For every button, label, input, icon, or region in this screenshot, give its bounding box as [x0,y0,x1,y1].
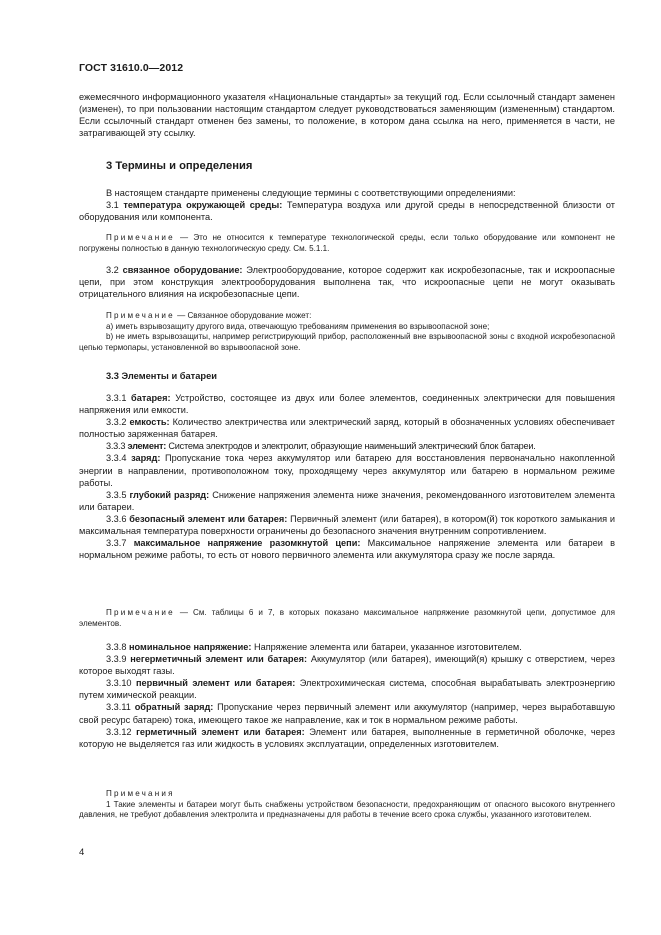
term-number: 3.3.7 [106,538,127,549]
term-number: 3.3.9 [106,654,127,665]
term-number: 3.3.4 [106,453,127,464]
term-number: 3.3.6 [106,513,127,524]
term-number: 3.3.5 [106,489,127,500]
term-3-2-wrap [79,264,615,300]
term-definition: Количество электричества или электрический заряд, который в обозначенных условиях обеспечивает полностью заряженная батарея. [79,417,615,440]
section-title: 3 Термины и определения [106,160,253,172]
term-definition: Снижение напряжения элемента ниже значения, рекомендованного изготовителем элемента или батареи. [79,489,615,512]
term-number: 3.3.10 [106,678,132,689]
term-name: емкость: [129,417,170,428]
term-name: элемент: [127,441,167,452]
term-3-3-1 [79,392,615,416]
term-name: батарея: [131,393,171,403]
note-label: Примечание [106,608,175,617]
term-definition: Устройство, состоящее из двух или более элементов, соединенных электрически для повышения напряжения или емкости. [79,393,615,416]
term-number: 3.3.12 [106,726,132,737]
term-definition: Электрохимическая система, способная вырабатывать электроэнергию путем химической реакции. [79,678,615,701]
term-name: негерметичный элемент или батарея: [130,654,308,665]
intro-text: ежемесячного информационного указателя «Национальные стандарты» за текущий год. Если ссылочный стандарт заменен (изменен), то при пользовании настоящим стандартом следует руководствоваться заменяющим (измененным) стандартом. Если ссылочный стандарт отменен без замены, то положение, в котором дана ссылка на него, применяется в части, не затрагивающей эту ссылку. [79,92,615,139]
term-number: 3.3.2 [106,417,127,428]
note-3 [79,608,615,629]
term-definition: Напряжение элемента или батареи, указанное изготовителем. [253,642,522,652]
section-3-title-wrap [79,160,615,172]
term-definition: Электрооборудование, которое содержит как искробезопасные, так и искроопасные цепи, при этом конструкция электрооборудования выполнена так, что искроопасные цепи не могут оказывать отрицательного влияния на искробезопасные цепи. [79,265,615,300]
term-3-3-12 [79,726,615,750]
term-name: обратный заряд: [134,702,214,713]
page-number: 4 [79,847,85,858]
term-number: 3.3.3 [106,441,126,452]
term-3-3-5 [79,489,615,513]
term-3-3-8 [79,641,615,653]
term-name: номинальное напряжение: [129,642,252,652]
section-3-3-body [79,392,615,561]
term-name: безопасный элемент или батарея: [129,513,288,524]
term-3-2 [79,264,615,300]
term-name: герметичный элемент или батарея: [136,726,305,737]
term-3-3-10 [79,677,615,701]
note-item-1: 1 Такие элементы и батареи могут быть снабжены устройством безопасности, предохраняющим от опасного высокого внутреннего давления, не требуют добавления электролита и предназначены для работы в течение всего срока службы, указанного изготовителем. [79,799,615,820]
note-text: — Это не относится к температуре технологической среды, если только оборудование или компонент не погружены полностью в данную технологическую среду. См. 5.1.1. [79,233,615,253]
page-header-doc-id: ГОСТ 31610.0—2012 [79,62,184,74]
term-definition: Пропускание через первичный элемент или аккумулятор (например, через выработавшую свой ресурс батарею) тока, имеющего такое же направление, как и ток в нормальном режиме работы. [79,702,616,725]
note-text: — См. таблицы 6 и 7, в которых показано максимальное напряжение разомкнутой цепи, допустимое для элементов. [79,608,615,628]
section-3-3-body-continued [79,641,615,750]
note-4 [79,789,615,821]
term-definition: Аккумулятор (или батарея), имеющий(я) крышку с отверстием, через которое выходят газы. [79,654,615,677]
term-3-3-4 [79,452,615,488]
section-3-3-title-wrap [79,371,615,381]
term-definition: Элемент или батарея, выполненные в герметичной оболочке, через которую не выделяется газ или жидкость в условиях эксплуатации, определенных изготовителем. [79,726,615,749]
note-text: — Связанное оборудование может: [174,311,312,320]
note-item-b: b) не иметь взрывозащиты, например регистрирующий прибор, расположенный вне взрывоопасной зоны с входной искробезопасной цепью термопары, установленной во взрывоопасной зоне. [79,332,615,352]
term-number: 3.3.8 [106,642,127,652]
term-3-3-7 [79,537,615,561]
term-number: 3.1 [106,200,119,211]
intro-paragraph [79,91,615,139]
term-definition: Пропускание тока через аккумулятор или батарею для восстановления первоначально накопленной энергии в направлении, противоположном току, проходящему через аккумулятор или батарею в нормальном режиме работы. [79,453,616,488]
note-label: Примечание [106,233,175,242]
term-3-3-9 [79,653,615,677]
term-name: связанное оборудование: [122,265,243,275]
term-definition: Первичный элемент (или батарея), в котором(й) ток короткого замыкания и максимальная температура поверхности ограничены до безопасного значения внутренним сопротивлением. [79,513,615,537]
note-item-a: а) иметь взрывозащиту другого вида, отвечающую требованиям применения во взрывоопасной зоне; [106,321,490,331]
term-name: температура окружающей среды: [123,200,283,211]
term-name: максимальное напряжение разомкнутой цепи: [133,538,361,549]
subsection-title: 3.3 Элементы и батареи [106,371,217,381]
note-1 [79,233,615,254]
term-3-3-2 [79,416,615,440]
note-label: Примечания [106,789,175,798]
term-definition: Система электродов и электролит, образующие наименьший электрический блок батареи. [168,441,536,452]
term-3-3-6 [79,513,615,537]
term-number: 3.3.1 [106,393,127,403]
term-3-1 [79,199,615,223]
term-name: первичный элемент или батарея: [135,678,296,689]
section-3-body [79,187,615,223]
term-number: 3.2 [106,265,119,275]
term-number: 3.3.11 [106,702,131,713]
term-name: заряд: [131,453,161,464]
note-label: Примечание [106,311,175,320]
term-3-3-3 [79,440,615,452]
term-3-3-11 [79,701,615,725]
note-2 [79,311,615,353]
term-name: глубокий разряд: [129,489,210,500]
section-lead: В настоящем стандарте применены следующие термины с соответствующими определениями: [106,188,516,198]
term-definition: Максимальное напряжение элемента или батареи в нормальном режиме работы, то есть от нового первичного элемента или аккумулятора сразу же после заряда. [79,538,615,561]
term-definition: Температура воздуха или другой среды в непосредственной близости от оборудования или компонента. [79,200,616,223]
